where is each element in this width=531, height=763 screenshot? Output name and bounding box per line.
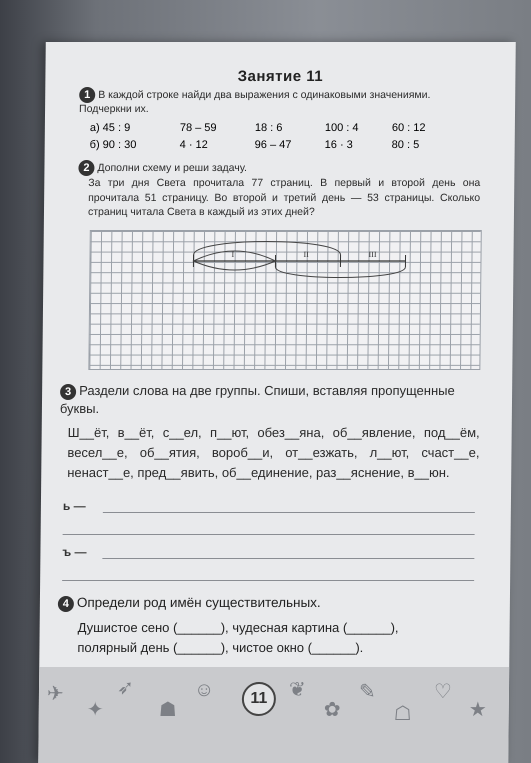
task1-row-b: [90, 139, 480, 156]
workbook-page: [38, 42, 516, 763]
task3-text: Раздели слова на две группы. Спиши, вставляя пропущенные буквы.: [59, 383, 455, 416]
hard-sign-label: ъ —: [62, 545, 87, 559]
task4-instruction: [58, 595, 478, 612]
cat-icon: ☺: [193, 679, 215, 701]
task4-text: Определи род имён существительных.: [76, 595, 321, 610]
scheme-grid[interactable]: [88, 230, 481, 370]
expression: 18 : 6: [254, 122, 283, 134]
answer-line[interactable]: [102, 558, 474, 559]
task1-number: 1: [79, 87, 95, 103]
expression: 4 · 12: [179, 139, 208, 151]
task4-line2: полярный день (______), чистое окно (______).: [77, 640, 364, 655]
task1-expressions: [90, 122, 480, 156]
segment-label: II: [303, 250, 309, 259]
answer-line[interactable]: [63, 534, 475, 535]
expression: 96 – 47: [254, 139, 292, 151]
star-icon: ✦: [86, 699, 104, 721]
task1-text: В каждой строке найди два выражения с одинаковыми значениями. Подчеркни их.: [79, 89, 431, 115]
pencil-icon: ✎: [358, 681, 376, 703]
task2-text: Дополни схему и реши задачу.: [97, 162, 247, 174]
task4-number: 4: [58, 596, 74, 612]
task1-row-a: [90, 122, 480, 139]
segment-label: I: [231, 250, 235, 259]
scheme-drawing: [89, 231, 480, 369]
task4: [57, 595, 478, 658]
heart-icon: ♡: [433, 681, 453, 703]
task2-story: За три дня Света прочитала 77 страниц. В первый и второй день она прочитала 51 страницу. Во второй и третий день — 53 страницы. Сколько страниц читала Света в каждый из этих дней?: [87, 177, 481, 218]
answer-line[interactable]: [62, 580, 474, 581]
task3-instruction: [60, 382, 480, 417]
task2-instruction: [78, 160, 478, 176]
task2-number: 2: [78, 160, 94, 176]
answer-line[interactable]: [103, 512, 475, 513]
flower-icon: ✿: [323, 699, 341, 721]
expression: 100 : 4: [324, 122, 359, 134]
paper-plane-icon: ➶: [116, 677, 134, 699]
row-a-label: а) 45 : 9: [89, 122, 131, 134]
expression: 78 – 59: [179, 122, 217, 134]
row-b-label: б) 90 : 30: [89, 139, 137, 151]
airplane-icon: ✈: [46, 683, 64, 705]
leaf-icon: ❦: [288, 679, 306, 701]
task1-instruction: [79, 87, 479, 116]
segment-label: III: [368, 250, 377, 259]
expression: 16 · 3: [324, 139, 353, 151]
task3-number: 3: [60, 384, 76, 400]
backpack-icon: ☖: [393, 703, 412, 725]
star-icon: ★: [468, 699, 487, 721]
sneaker-icon: ☗: [158, 699, 177, 721]
page-number: 11: [242, 682, 276, 716]
page-title: Занятие 11: [237, 68, 324, 85]
expression: 80 : 5: [391, 139, 420, 151]
decorative-footer: [38, 667, 509, 763]
task3: [59, 382, 480, 483]
task3-words: Ш__ёт, в__ёт, с__ел, п__ют, обез__яна, об__явление, под__ём, весел__е, об__ятия, вороб__и, от__езжать, л__ют, счаст__е, ненаст__е, пред__явить, об__единение, раз__яснение, в__юн.: [67, 425, 480, 480]
task4-line1: Душистое сено (______), чудесная картина (______),: [77, 620, 399, 635]
soft-sign-label: ь —: [62, 499, 86, 513]
expression: 60 : 12: [391, 122, 426, 134]
